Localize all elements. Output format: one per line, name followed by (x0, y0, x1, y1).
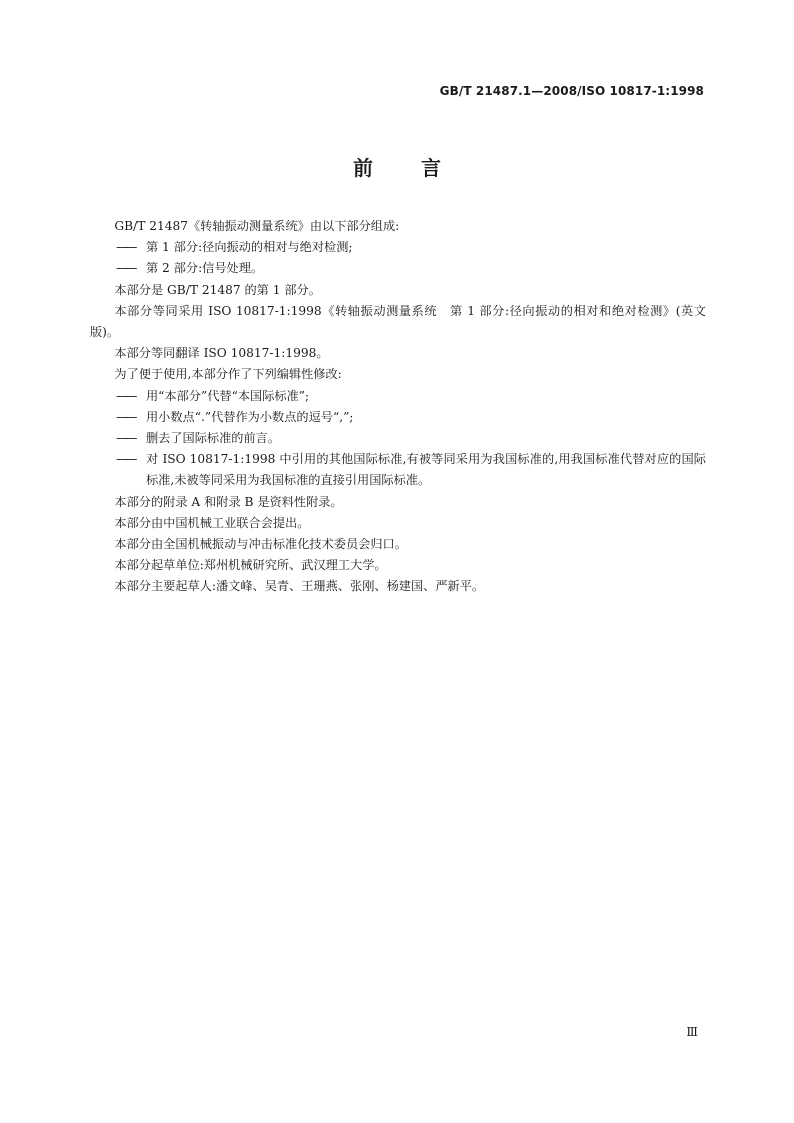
dash-marker: —— (116, 388, 135, 403)
list-item-text: 对 ISO 10817-1:1998 中引用的其他国际标准,有被等同采用为我国标准的,用我国标准代替对应的国际标准,未被等同采用为我国标准的直接引用国际标准。 (146, 452, 706, 488)
standard-number-header: GB/T 21487.1—2008/ISO 10817-1:1998 (439, 84, 704, 98)
list-item-text: 删去了国际标准的前言。 (146, 431, 281, 446)
page-number: Ⅲ (686, 1025, 698, 1039)
paragraph-translation: 本部分等同翻译 ISO 10817-1:1998。 (114, 346, 329, 361)
paragraph-part-statement: 本部分是 GB/T 21487 的第 1 部分。 (114, 282, 321, 297)
paragraph-committee: 本部分由全国机械振动与冲击标准化技术委员会归口。 (114, 537, 407, 552)
paragraph-proposer: 本部分由中国机械工业联合会提出。 (114, 515, 310, 530)
paragraph-drafting-units: 本部分起草单位:郑州机械研究所、武汉理工大学。 (114, 558, 387, 573)
list-item-text: 用“本部分”代替“本国际标准”; (146, 388, 310, 403)
list-item-text: 第 1 部分:径向振动的相对与绝对检测; (146, 240, 353, 255)
paragraph-drafters: 本部分主要起草人:潘文峰、吴青、王珊燕、张刚、杨建国、严新平。 (114, 579, 485, 594)
list-item-part1 (90, 237, 706, 258)
dash-marker: —— (116, 261, 135, 276)
paragraph-composition: GB/T 21487《转轴振动测量系统》由以下部分组成: (114, 219, 400, 233)
paragraph-adoption: 本部分等同采用 ISO 10817-1:1998《转轴振动测量系统 第 1 部分:径向振动的相对和绝对检测》(英文版)。 (90, 303, 706, 340)
list-item-change2 (90, 407, 706, 428)
dash-marker: —— (116, 409, 135, 424)
page-title: 前言 (353, 156, 489, 180)
list-item-change4 (90, 449, 706, 491)
list-item-change1 (90, 386, 706, 407)
list-item-change3 (90, 428, 706, 449)
list-item-text: 第 2 部分:信号处理。 (146, 261, 264, 276)
list-item-text: 用小数点“.”代替作为小数点的逗号“,”; (146, 409, 354, 424)
paragraph-editorial-changes: 为了便于使用,本部分作了下列编辑性修改: (114, 367, 342, 382)
dash-marker: —— (116, 240, 135, 255)
dash-marker: —— (116, 452, 135, 467)
dash-marker: —— (116, 431, 135, 446)
foreword-body (90, 216, 706, 598)
paragraph-annexes: 本部分的附录 A 和附录 B 是资料性附录。 (114, 494, 343, 509)
list-item-part2 (90, 258, 706, 279)
